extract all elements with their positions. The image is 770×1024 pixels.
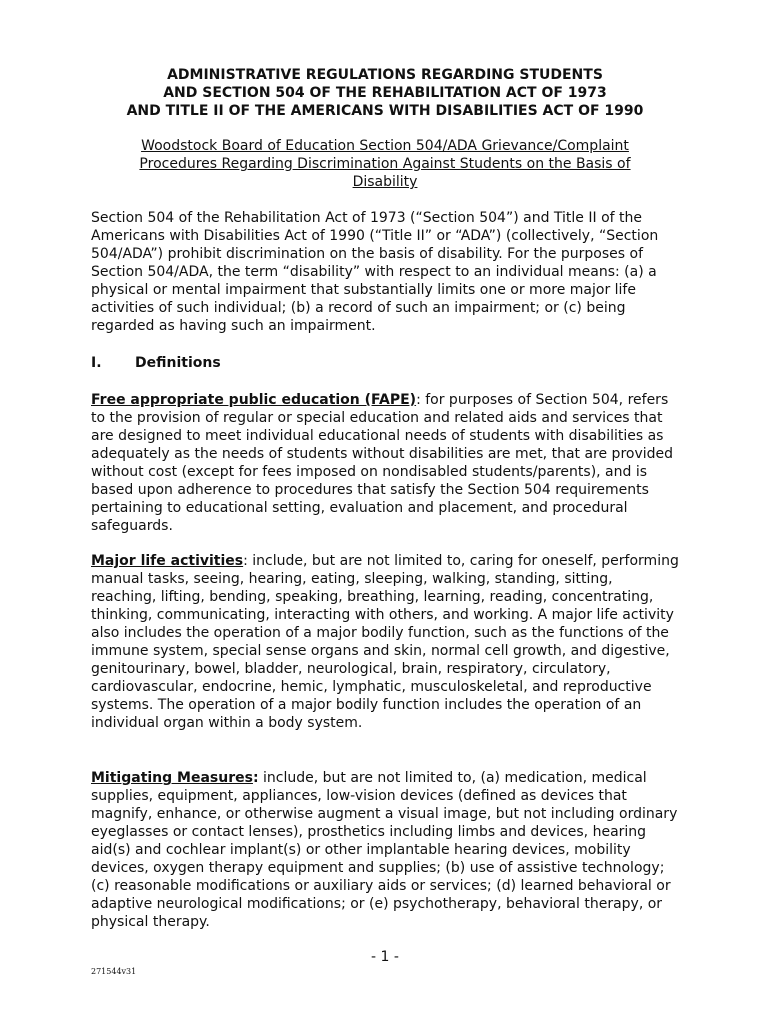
document-title — [90, 66, 680, 120]
definition-term: Mitigating Measures — [91, 770, 253, 786]
definition-colon: : — [416, 392, 421, 408]
section-heading — [91, 354, 221, 372]
page-number: - 1 - — [371, 949, 399, 965]
definition-fape — [91, 391, 681, 535]
definition-colon: : — [252, 770, 259, 786]
title-line-1: ADMINISTRATIVE REGULATIONS REGARDING STUDENTS — [167, 67, 603, 83]
definition-term: Free appropriate public education (FAPE) — [91, 392, 417, 408]
document-id: 271544v31 — [91, 967, 137, 976]
section-title: Definitions — [135, 355, 221, 371]
definition-mitigating-measures — [91, 769, 681, 931]
title-line-2: AND SECTION 504 OF THE REHABILITATION ACT OF 1973 — [163, 85, 607, 101]
definition-text: include, but are not limited to, caring for oneself, performing manual tasks, seeing, hearing, eating, sleeping, walking, standing, sitting, reaching, lifting, bending, speaking, breathing, learning, reading, concentrating, thinking, communicating, interacting with others, and working. A major life activity also includes the operation of a major bodily function, such as the functions of the immune system, special sense organs and skin, normal cell growth, and digestive, genitourinary, bowel, bladder, neurological, brain, respiratory, circulatory, cardiovascular, endocrine, hemic, lymphatic, musculoskeletal, and reproductive systems. The operation of a major bodily function includes the operation of an individual organ within a body system. — [91, 553, 679, 731]
definition-text: for purposes of Section 504, refers to the provision of regular or special education and related aids and services that are designed to meet individual educational needs of students with disabilities as adequately as the needs of students without disabilities are met, that are provided without cost (except for fees imposed on nondisabled students/parents), and is based upon adherence to procedures that satisfy the Section 504 requirements pertaining to educational setting, evaluation and placement, and procedural safeguards. — [91, 392, 674, 534]
title-line-3: AND TITLE II OF THE AMERICANS WITH DISABILITIES ACT OF 1990 — [126, 103, 644, 119]
intro-paragraph: Section 504 of the Rehabilitation Act of 1973 (“Section 504”) and Title II of the Americans with Disabilities Act of 1990 (“Title II” or “ADA”) (collectively, “Section 504/ADA”) prohibit discrimination on the basis of disability. For the purposes of Section 504/ADA, the term “disability” with respect to an individual means: (a) a physical or mental impairment that substantially limits one or more major life activities of such individual; (b) a record of such an impairment; or (c) being regarded as having such an impairment. — [91, 210, 659, 334]
definition-major-life-activities — [91, 552, 681, 732]
section-number: I. — [91, 355, 102, 371]
definition-term: Major life activities — [91, 553, 244, 569]
definition-text: include, but are not limited to, (a) medication, medical supplies, equipment, appliances, low-vision devices (defined as devices that magnify, enhance, or otherwise augment a visual image, but not including ordinary eyeglasses or contact lenses), prosthetics including limbs and devices, hearing aid(s) and cochlear implant(s) or other implantable hearing devices, mobility devices, oxygen therapy equipment and supplies; (b) use of assistive technology; (c) reasonable modifications or auxiliary aids or services; (d) learned behavioral or adaptive neurological modifications; or (e) psychotherapy, behavioral therapy, or physical therapy. — [91, 770, 678, 930]
document-subtitle: Woodstock Board of Education Section 504/ADA Grievance/Complaint Procedures Regarding Discrimination Against Students on the Basis of Disability — [139, 138, 631, 190]
definition-colon: : — [243, 553, 248, 569]
